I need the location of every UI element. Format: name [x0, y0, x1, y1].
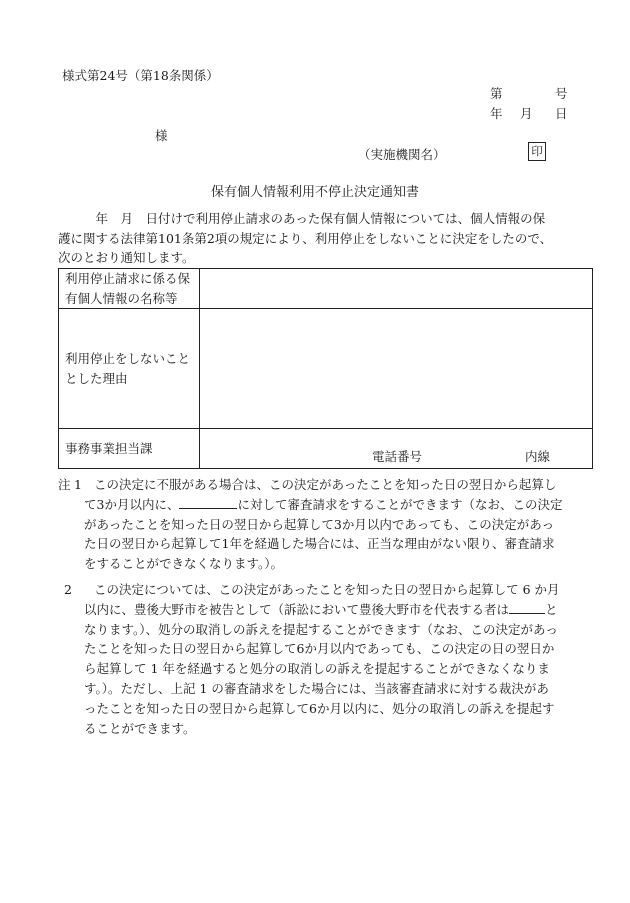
document-title: 保有個人情報利用不停止決定通知書 — [210, 185, 419, 200]
info-table — [58, 268, 593, 469]
agency-name: （実施機関名） — [358, 147, 446, 162]
form-number: 様式第24号（第18条関係） — [62, 68, 219, 83]
note-fragment: に対して審査請求をすることができます（なお、この決定 — [237, 496, 563, 512]
note-line: す。）。ただし、上記 1 の審査請求をした場合には、当該審査請求に対する裁決があ — [84, 680, 549, 696]
note-fragment: て3か月以内に、 — [84, 496, 180, 512]
note-fragment: と — [545, 601, 558, 617]
note-item-2 — [58, 580, 598, 738]
note-line: たことを知った日の翌日から起算して6か月以内であっても、この決定の日の翌日か — [84, 641, 555, 657]
note-number: 2 — [64, 581, 72, 597]
note-fragment: 以内に、豊後大野市を被告として（訴訟において豊後大野市を代表する者は — [84, 601, 510, 617]
blank-representative — [509, 601, 545, 614]
note-line: をすることができなくなります。）。 — [84, 556, 284, 572]
label-line: とした理由 — [65, 370, 128, 386]
extension-label: 内線 — [525, 448, 551, 464]
label-line: 有個人情報の名称等 — [65, 290, 178, 306]
intro-line: 護に関する法律第101条第2項の規定により、利用停止をしないことに決定をしたので、 — [58, 230, 553, 246]
note-line: があったことを知った日の翌日から起算して3か月以内であっても、この決定があっ — [84, 516, 555, 532]
label-line: 利用停止をしないこと — [65, 351, 191, 366]
phone-label: 電話番号 — [372, 448, 423, 464]
intro-line: 次のとおり通知します。 — [58, 250, 195, 265]
note-line — [84, 600, 598, 620]
addressee-suffix: 様 — [155, 128, 168, 143]
date-year: 年 — [490, 106, 503, 121]
intro-paragraph — [58, 209, 598, 268]
blank-review-authority — [179, 496, 237, 509]
table-row-info-name — [59, 269, 593, 309]
number-suffix: 号 — [555, 86, 568, 101]
value-reason[interactable] — [200, 309, 593, 429]
note-number: 1 — [74, 477, 82, 492]
date-day: 日 — [555, 106, 568, 121]
note-line: ったことを知った日の翌日から起算して6か月以内に、処分の取消しの訴えを提起す — [84, 700, 555, 716]
seal-mark: 印 — [528, 142, 546, 161]
value-department[interactable] — [200, 429, 593, 469]
label-reason — [59, 309, 200, 429]
number-prefix: 第 — [490, 86, 503, 101]
intro-line: 年 月 日付けで利用停止請求のあった保有個人情報については、個人情報の保 — [58, 211, 546, 226]
table-row-department — [59, 429, 593, 469]
table-row-reason — [59, 309, 593, 429]
label-info-name — [59, 269, 200, 309]
label-line: 利用停止請求に係る保 — [65, 271, 191, 286]
note-line — [84, 495, 598, 515]
note-line: この決定については、この決定があったことを知った日の翌日から起算して 6 か月 — [94, 581, 560, 597]
value-info-name[interactable] — [200, 269, 593, 309]
note-line: この決定に不服がある場合は、この決定があったことを知った日の翌日から起算し — [94, 477, 557, 492]
notes-prefix: 注 — [58, 477, 71, 492]
notes-section — [58, 475, 598, 738]
date-month: 月 — [520, 106, 533, 121]
note-line: ら起算して 1 年を経過すると処分の取消しの訴えを提起することができなくなりま — [84, 661, 550, 677]
note-line: た日の翌日から起算して1年を経過した場合には、正当な理由がない限り、審査請求 — [84, 536, 555, 552]
label-department — [59, 429, 200, 469]
label-line: 事務事業担当課 — [65, 441, 153, 456]
note-line: ることができます。 — [84, 720, 196, 736]
note-line: なります。）、処分の取消しの訴えを提起することができます（なお、この決定があっ — [84, 621, 558, 637]
note-item-1 — [58, 475, 598, 574]
